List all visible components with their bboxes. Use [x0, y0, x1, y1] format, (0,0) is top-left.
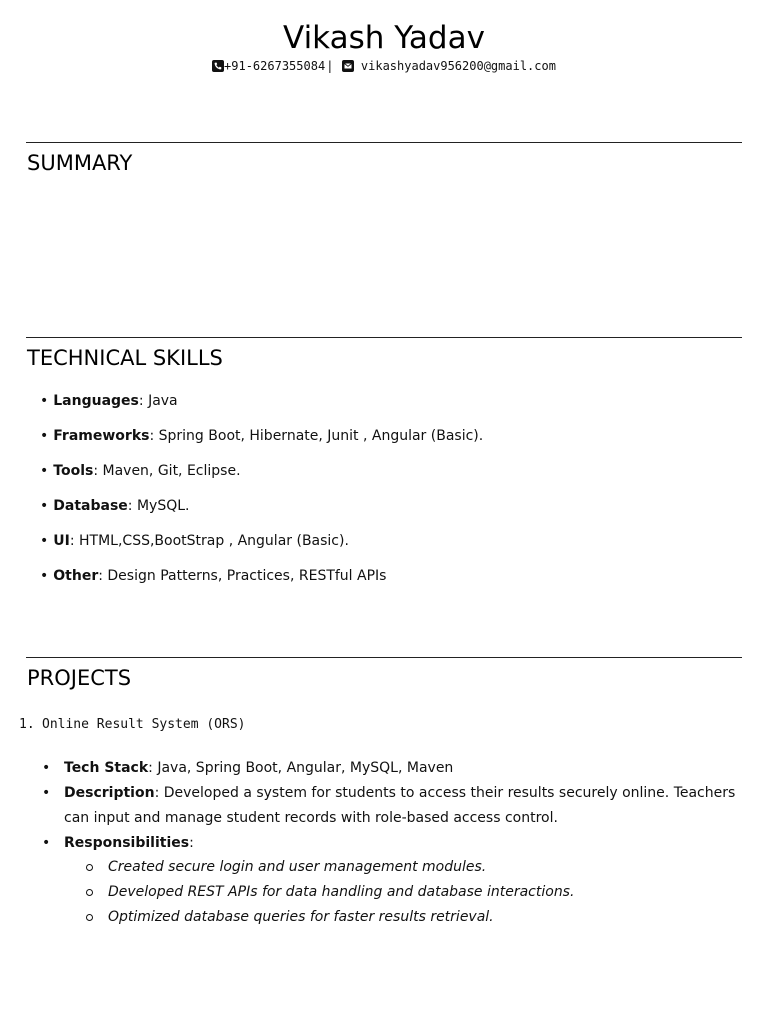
skill-item-frameworks [40, 424, 483, 459]
responsibilities-colon: : [189, 835, 194, 851]
responsibilities-item [42, 831, 742, 856]
projects-heading: PROJECTS [27, 666, 132, 690]
responsibility-text: Created secure login and user management modules. [108, 859, 487, 875]
skill-label: Tools [53, 463, 94, 479]
tech-stack-item [42, 756, 742, 781]
skill-value: MySQL. [136, 498, 190, 514]
tech-stack-value: : Java, Spring Boot, Angular, MySQL, Maven [148, 760, 454, 776]
bullet: • [40, 568, 49, 584]
skill-label: Database [53, 498, 128, 514]
skill-item-tools [40, 459, 483, 494]
skill-item-ui [40, 529, 483, 564]
responsibility-text: Developed REST APIs for data handling and database interactions. [108, 884, 575, 900]
project-title [19, 714, 246, 736]
summary-heading: SUMMARY [27, 151, 133, 175]
skill-sep: : [98, 568, 108, 584]
bullet: • [40, 533, 49, 549]
project-details [42, 756, 742, 856]
tech-stack-label: Tech Stack [64, 760, 149, 776]
skill-value: Maven, Git, Eclipse. [102, 463, 241, 479]
skill-label: Other [53, 568, 99, 584]
skill-sep: : [149, 428, 159, 444]
bullet: • [40, 498, 49, 514]
section-divider [26, 657, 742, 658]
section-divider [26, 142, 742, 143]
responsibilities-label: Responsibilities [64, 835, 190, 851]
responsibility-item [64, 905, 744, 930]
responsibility-item [64, 855, 744, 880]
skill-sep: : [127, 498, 137, 514]
responsibilities-list [64, 855, 744, 930]
circle-bullet-icon [86, 914, 93, 921]
skill-sep: : [93, 463, 103, 479]
bullet: • [42, 785, 51, 801]
skill-value: Spring Boot, Hibernate, Junit , Angular (Basic). [158, 428, 484, 444]
skill-item-languages [40, 389, 483, 424]
project-number: 1. [19, 717, 35, 732]
description-value: : Developed a system for students to access their results securely online. Teachers can input and manage student records with role-based access control. [64, 785, 736, 826]
project-name: Online Result System (ORS) [42, 717, 246, 732]
skill-value: Java [148, 393, 178, 409]
phone-number: +91-6267355084 [224, 59, 326, 73]
skill-label: UI [53, 533, 70, 549]
skill-label: Languages [53, 393, 139, 409]
contact-separator: | [326, 59, 334, 73]
section-divider [26, 337, 742, 338]
skills-list [40, 389, 483, 599]
responsibility-item [64, 880, 744, 905]
skill-sep: : [138, 393, 149, 409]
phone-icon [212, 60, 224, 72]
bullet: • [40, 393, 49, 409]
email-address: vikashyadav956200@gmail.com [360, 59, 556, 73]
skill-label: Frameworks [53, 428, 150, 444]
skill-item-database [40, 494, 483, 529]
skills-heading: TECHNICAL SKILLS [27, 346, 223, 370]
description-label: Description [64, 785, 155, 801]
contact-line [0, 56, 768, 76]
envelope-icon [342, 60, 354, 72]
candidate-name: Vikash Yadav [283, 20, 485, 56]
skill-value: HTML,CSS,BootStrap , Angular (Basic). [79, 533, 349, 549]
skill-sep: : [69, 533, 80, 549]
bullet: • [42, 760, 51, 776]
skill-value: Design Patterns, Practices, RESTful APIs [107, 568, 387, 584]
bullet: • [40, 463, 49, 479]
bullet: • [42, 835, 51, 851]
bullet: • [40, 428, 49, 444]
circle-bullet-icon [86, 864, 93, 871]
circle-bullet-icon [86, 889, 93, 896]
responsibility-text: Optimized database queries for faster results retrieval. [108, 909, 494, 925]
description-item [42, 781, 742, 831]
skill-item-other [40, 564, 483, 599]
